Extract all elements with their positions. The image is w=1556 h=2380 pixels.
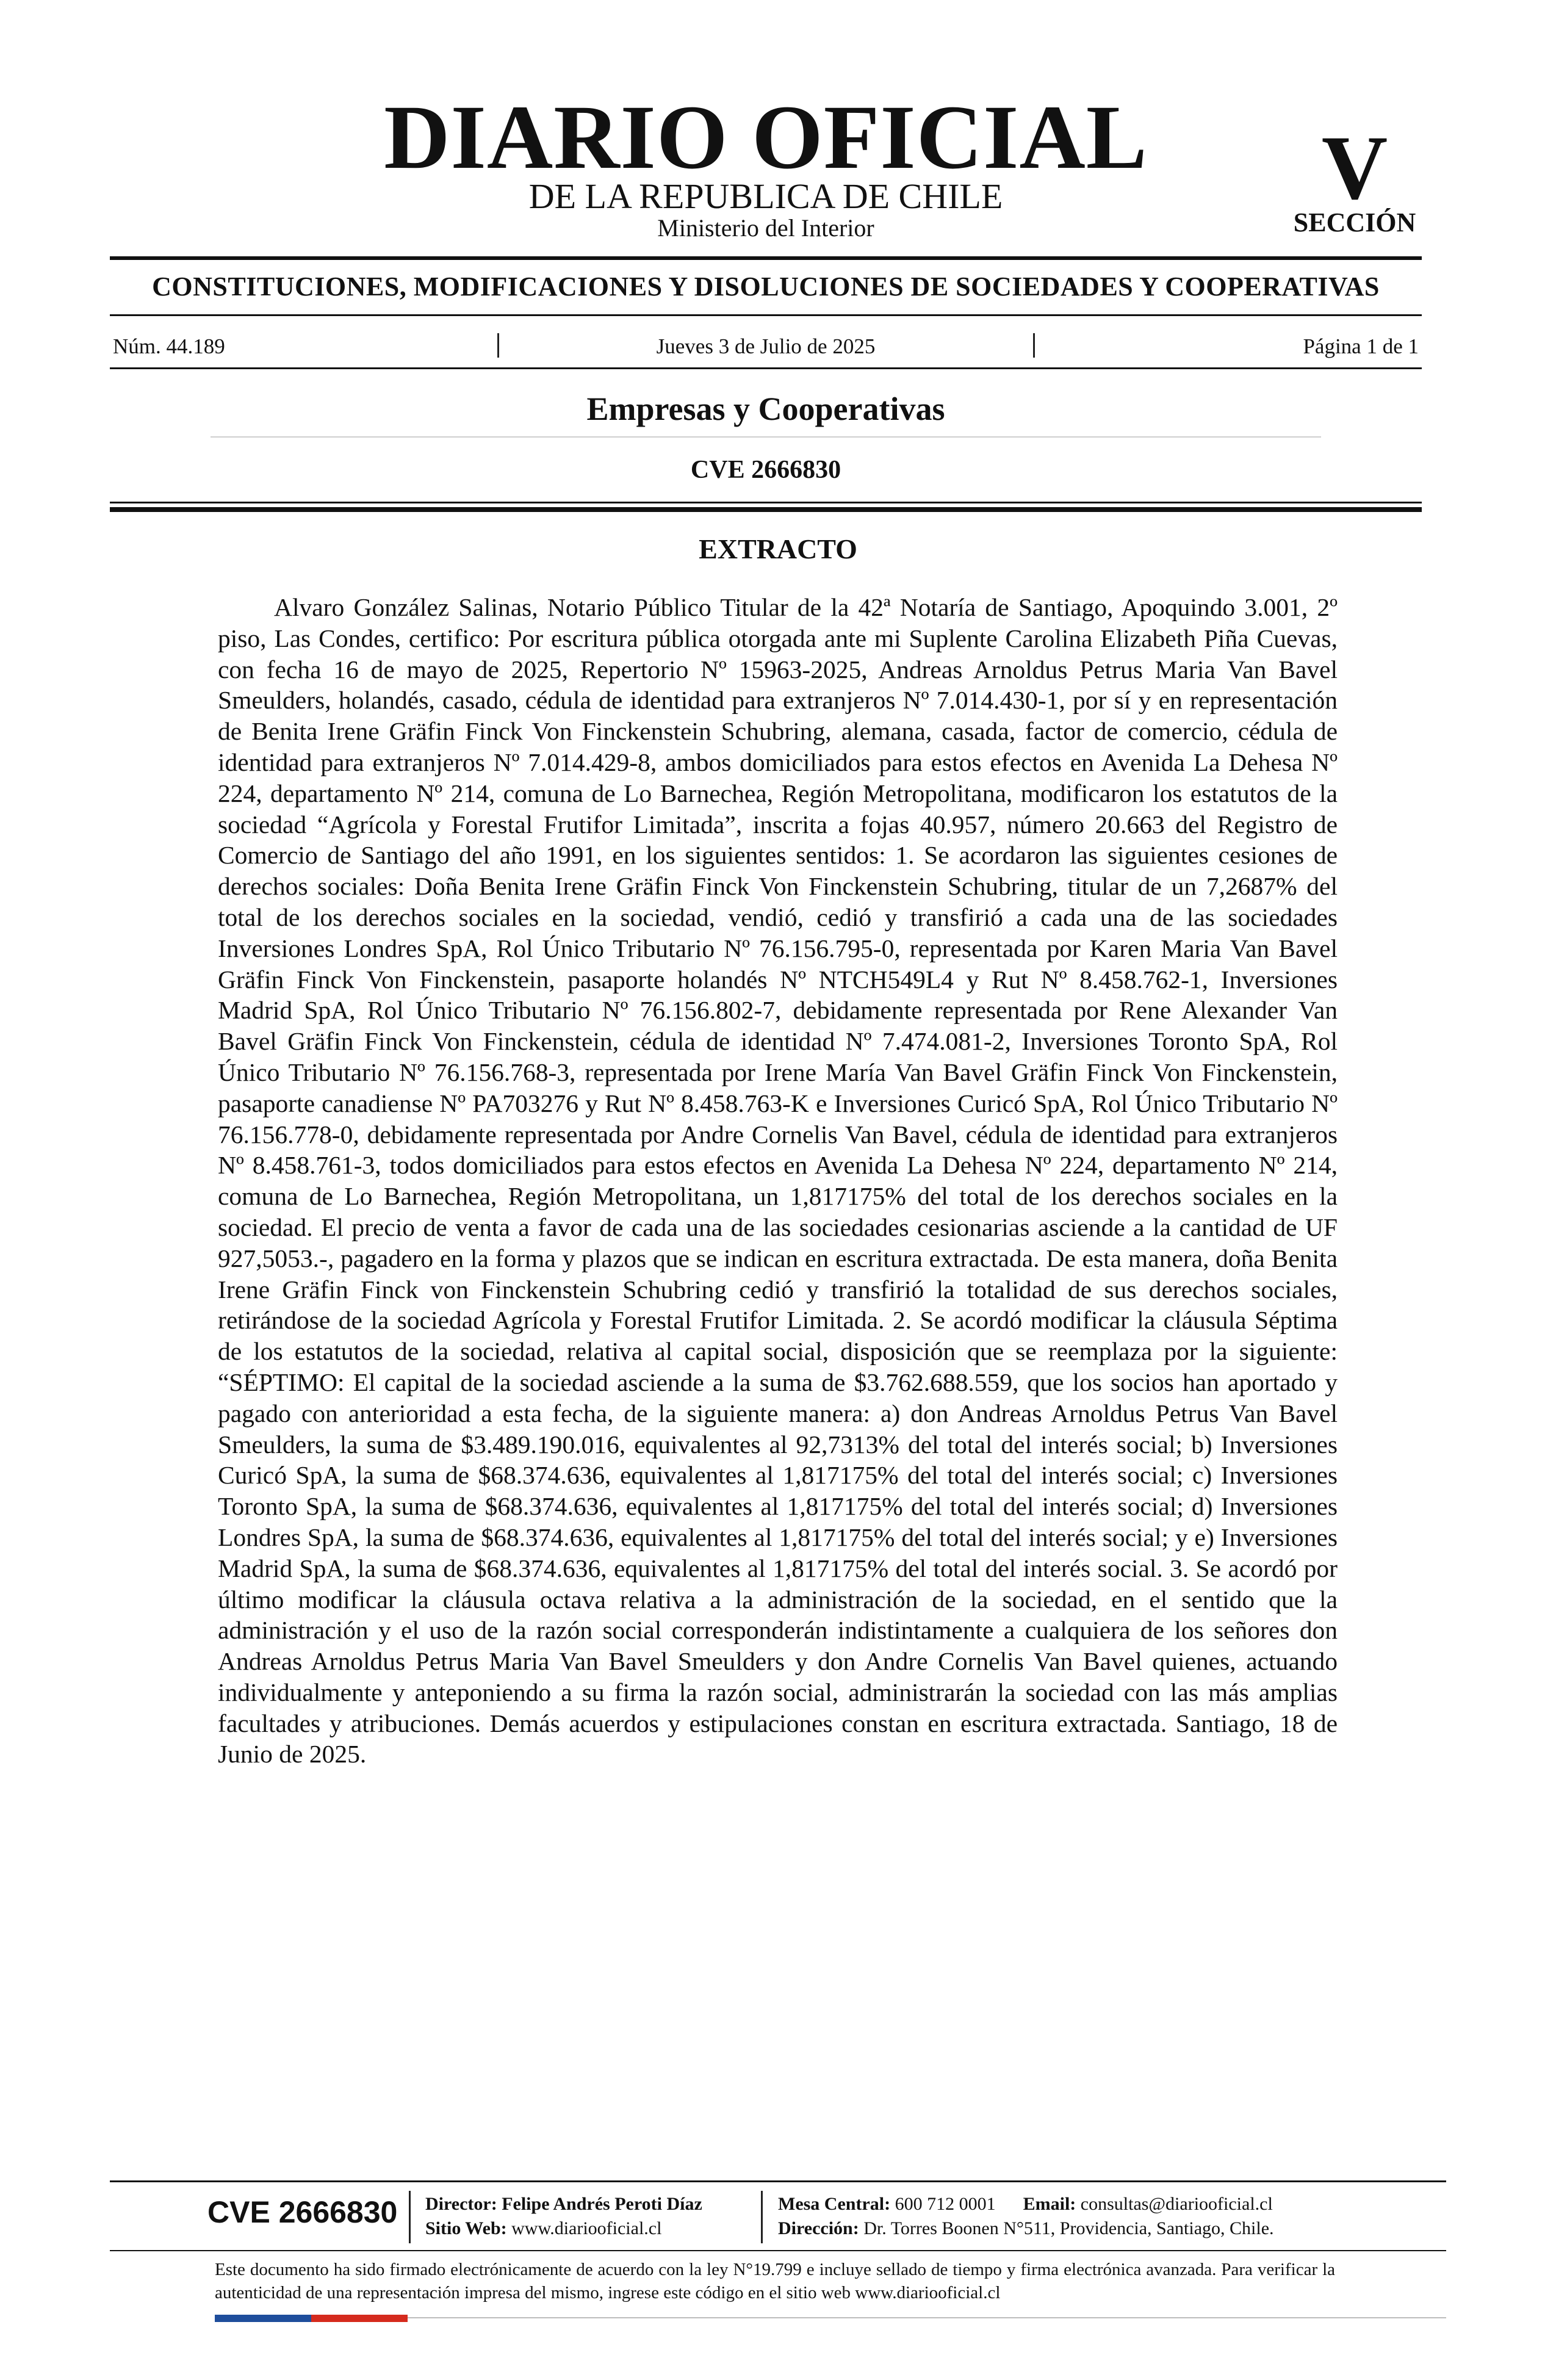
- issue-date: Jueves 3 de Julio de 2025: [656, 334, 876, 358]
- info-rule: [110, 367, 1422, 369]
- flag-stripe-blue: [215, 2315, 311, 2322]
- cve-code: CVE 2666830: [690, 456, 841, 484]
- section-header: CONSTITUCIONES, MODIFICACIONES Y DISOLUCIONES DE SOCIEDADES Y COOPERATIVAS: [152, 272, 1380, 301]
- footer-mesa: [778, 2192, 1273, 2216]
- address-label: Dirección:: [778, 2218, 859, 2238]
- footer-cve: CVE 2666830: [207, 2195, 398, 2229]
- section-rule: [110, 314, 1422, 316]
- masthead-ministry: Ministerio del Interior: [657, 214, 874, 242]
- document-body: Alvaro González Salinas, Notario Público Titular de la 42ª Notaría de Santiago, Apoquindo 3.001, 2º piso, Las Condes, certifico: Por escritura pública otorgada ante mi Suplente Carolina Elizabeth Piña Cuevas, con fecha 16 de mayo de 2025, Repertorio Nº 15963-2025, Andreas Arnoldus Petrus Maria Van Bavel Smeulders, holandés, casado, cédula de identidad para extranjeros Nº 7.014.430-1, por sí y en representación de Benita Irene Gräfin Finck Von Finckenstein Schubring, alemana, casada, factor de comercio, cédula de identidad para extranjeros Nº 7.014.429-8, ambos domiciliados para estos efectos en Avenida La Dehesa Nº 224, departamento Nº 214, comuna de Lo Barnechea, Región Metropolitana, modificaron los estatutos de la sociedad “Agrícola y Forestal Frutifor Limitada”, inscrita a fojas 40.957, número 20.663 del Registro de Comercio de Santiago del año 1991, en los siguientes sentidos: 1. Se acordaron las siguientes cesiones de derechos sociales: Doña Benita Irene Gräfin Finck Von Finckenstein Schubring, titular de un 7,2687% del total de los derechos sociales en la sociedad, vendió, cedió y transfirió a cada una de las sociedades Inversiones Londres SpA, Rol Único Tributario Nº 76.156.795-0, representada por Karen Maria Van Bavel Gräfin Finck Von Finckenstein, pasaporte holandés Nº NTCH549L4 y Rut Nº 8.458.762-1, Inversiones Madrid SpA, Rol Único Tributario Nº 76.156.802-7, debidamente representada por Rene Alexander Van Bavel Gräfin Finck Von Finckenstein, cédula de identidad Nº 7.474.081-2, Inversiones Toronto SpA, Rol Único Tributario Nº 76.156.768-3, representada por Irene María Van Bavel Gräfin Finck Von Finckenstein, pasaporte canadiense Nº PA703276 y Rut Nº 8.458.763-K e Inversiones Curicó SpA, Rol Único Tributario Nº 76.156.778-0, debidamente representada por Andre Cornelis Van Bavel, cédula de identidad para extranjeros Nº 8.458.761-3, todos domiciliados para estos efectos en Avenida La Dehesa Nº 224, departamento Nº 214, comuna de Lo Barnechea, Región Metropolitana, un 1,817175% del total de los derechos sociales en la sociedad. El precio de venta a favor de cada una de las sociedades cesionarias asciende a la cantidad de UF 927,5053.-, pagadero en la forma y plazos que se indican en escritura extractada. De esta manera, doña Benita Irene Gräfin Finck von Finckenstein Schubring cedió y transfirió la totalidad de sus derechos sociales, retirándose de la sociedad Agrícola y Forestal Frutifor Limitada. 2. Se acordó modificar la cláusula Séptima de los estatutos de la sociedad, relativa al capital social, disposición que se reemplaza por la siguiente: “SÉPTIMO: El capital de la sociedad asciende a la suma de $3.762.688.559, que los socios han aportado y pagado con anterioridad a esta fecha, de la siguiente manera: a) don Andreas Arnoldus Petrus Van Bavel Smeulders, la suma de $3.489.190.016, equivalentes al 92,7313% del total del interés social; b) Inversiones Curicó SpA, la suma de $68.374.636, equivalentes al 1,817175% del total del interés social; c) Inversiones Toronto SpA, la suma de $68.374.636, equivalentes al 1,817175% del total del interés social; d) Inversiones Londres SpA, la suma de $68.374.636, equivalentes al 1,817175% del total del interés social; y e) Inversiones Madrid SpA, la suma de $68.374.636, equivalentes al 1,817175% del total del interés social. 3. Se acordó por último modificar la cláusula octava relativa a la administración de la sociedad, en el sentido que la administración y el uso de la razón social corresponderán indistintamente a cualquiera de los señores don Andreas Arnoldus Petrus Maria Van Bavel Smeulders y don Andre Cornelis Van Bavel quienes, actuando individualmente y anteponiendo a su firma la razón social, administrarán la sociedad con las más amplias facultades y atribuciones. Demás acuerdos y estipulaciones constan en escritura extractada. Santiago, 18 de Junio de 2025.: [218, 593, 1338, 1769]
- masthead: [0, 87, 1556, 250]
- footer-director: [425, 2192, 702, 2216]
- flag-stripe-red: [311, 2315, 408, 2322]
- mesa-value: 600 712 0001: [895, 2194, 996, 2214]
- email-link[interactable]: consultas@diariooficial.cl: [1080, 2194, 1273, 2214]
- top-thick-rule: [110, 256, 1422, 260]
- category-underline: [211, 436, 1321, 438]
- masthead-title: DIARIO OFICIAL: [384, 87, 1148, 188]
- section-word: SECCIÓN: [1293, 207, 1416, 237]
- double-rule-top: [110, 502, 1422, 503]
- masthead-subtitle: DE LA REPUBLICA DE CHILE: [528, 176, 1003, 216]
- footer-bottom-rule: [408, 2317, 1446, 2318]
- director-label: Director:: [425, 2194, 497, 2214]
- website-link[interactable]: www.diariooficial.cl: [511, 2218, 662, 2238]
- issue-number: Núm. 44.189: [113, 334, 225, 358]
- legal-notice: Este documento ha sido firmado electrónicamente de acuerdo con la ley N°19.799 e incluye sellado de tiempo y firma electrónica avanzada. Para verificar la autenticidad de una representación impresa del mismo, ingrese este código en el sitio web www.diariooficial.cl: [215, 2260, 1335, 2302]
- category-title: Empresas y Cooperativas: [586, 391, 945, 427]
- address-value: Dr. Torres Boonen N°511, Providencia, Santiago, Chile.: [863, 2218, 1274, 2238]
- double-rule-bottom: [110, 507, 1422, 512]
- info-separator: [1033, 333, 1035, 358]
- footer-separator: [409, 2191, 411, 2243]
- footer-mid-rule: [110, 2250, 1446, 2251]
- footer-address: [778, 2216, 1274, 2241]
- director-value: Felipe Andrés Peroti Díaz: [502, 2194, 702, 2214]
- document-title: EXTRACTO: [699, 533, 857, 564]
- footer-website: [425, 2216, 661, 2241]
- footer-top-rule: [110, 2180, 1446, 2182]
- mesa-label: Mesa Central:: [778, 2194, 891, 2214]
- page-number: Página 1 de 1: [1303, 334, 1419, 358]
- footer-separator: [761, 2191, 763, 2243]
- section-letter: V: [1321, 117, 1388, 218]
- website-label: Sitio Web:: [425, 2218, 507, 2238]
- email-label: Email:: [1023, 2194, 1076, 2214]
